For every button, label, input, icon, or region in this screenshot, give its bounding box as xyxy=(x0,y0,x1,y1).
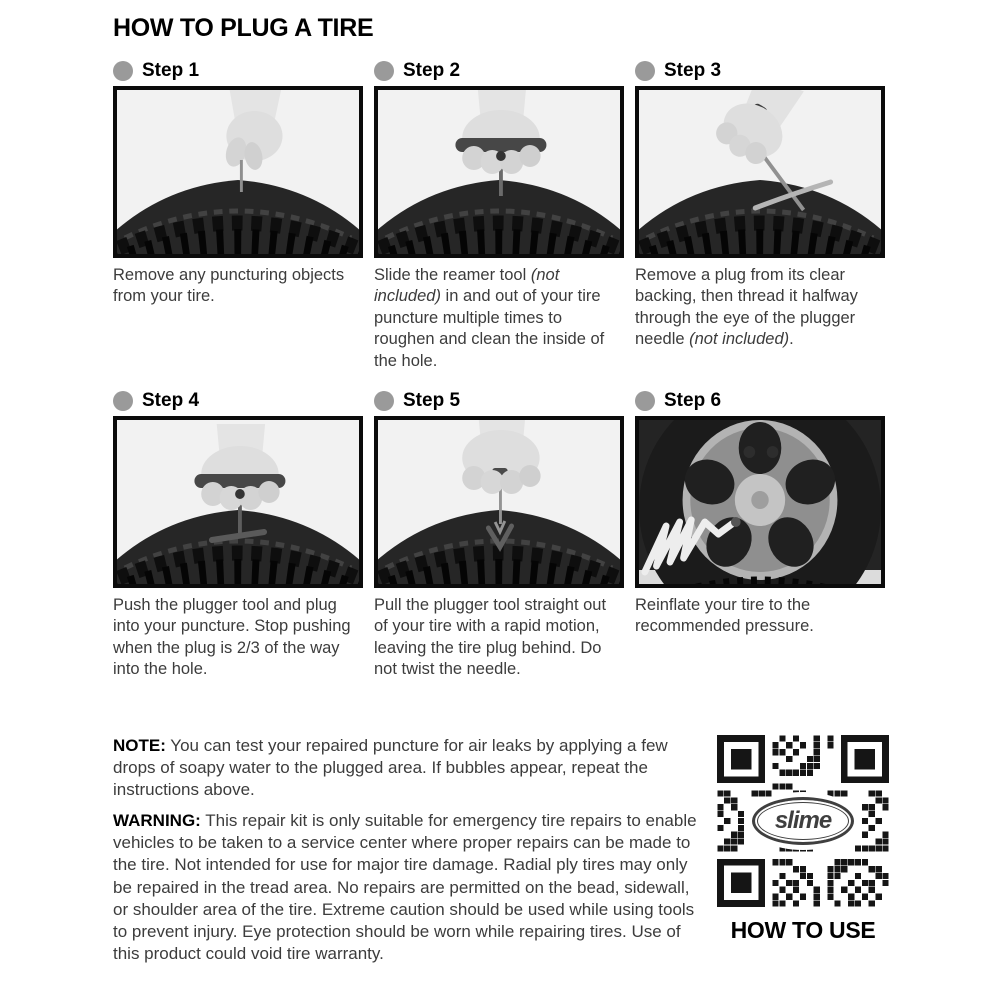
warning-text: This repair kit is only suitable for emergency tire repairs to enable vehicles to be taken to a service center where proper repairs can be made to the tire. Not intended for use for major tire damage. Radial ply tires may only be repaired in the tread area. No repairs are permitted on the bead, sidewall, or shoulder area of the tire. Extreme caution should be used while using tools to prevent injury. Eye protection should be worn while repairing tires. Use of this product could void tire warranty. xyxy=(113,811,697,963)
step-header xyxy=(374,386,624,416)
step-photo-4-push-plugger xyxy=(113,416,363,588)
caption-text: Remove a plug from its clear backing, then thread it halfway through the eye of the plugger needle xyxy=(635,266,858,349)
step-card-6 xyxy=(635,386,885,703)
step-label: Step 1 xyxy=(142,60,200,81)
caption-italic: (not included) xyxy=(689,330,790,349)
step-card-2 xyxy=(374,56,624,386)
step-caption xyxy=(635,595,885,703)
caption-text: Pull the plugger tool straight out of your tire with a rapid motion, leaving the tire plug behind. Do not twist the needle. xyxy=(374,596,607,679)
page-title: HOW TO PLUG A TIRE xyxy=(113,14,374,42)
caption-text: Push the plugger tool and plug into your puncture. Stop pushing when the plug is 2/3 of the way into the hole. xyxy=(113,596,351,679)
notes-column xyxy=(113,735,701,965)
steps-row-2 xyxy=(113,386,890,703)
qr-caption: HOW TO USE xyxy=(730,917,876,943)
warning-label: WARNING: xyxy=(113,811,201,831)
slime-logo-text: slime xyxy=(774,807,832,834)
note-paragraph xyxy=(113,735,701,801)
step-caption xyxy=(113,265,363,386)
caption-text: . xyxy=(789,330,794,349)
step-label: Step 3 xyxy=(664,60,722,81)
step-photo-6-reinflate-wheel xyxy=(635,416,885,588)
step-bullet-icon xyxy=(635,61,655,81)
step-card-3 xyxy=(635,56,885,386)
step-label: Step 2 xyxy=(403,60,461,81)
step-header xyxy=(113,386,363,416)
step-bullet-icon xyxy=(374,61,394,81)
step-card-1 xyxy=(113,56,363,386)
step-label: Step 6 xyxy=(664,390,722,411)
step-caption xyxy=(374,595,624,703)
step-photo-5-pull-plugger xyxy=(374,416,624,588)
step-photo-3-thread-plug xyxy=(635,86,885,258)
step-header xyxy=(635,386,885,416)
step-label: Step 4 xyxy=(142,390,200,411)
caption-text: Slide the reamer tool xyxy=(374,266,531,284)
qr-block xyxy=(717,735,889,965)
warning-paragraph xyxy=(113,810,701,965)
steps-row-1 xyxy=(113,56,890,386)
note-text: You can test your repaired puncture for air leaks by applying a few drops of soapy water to the plugged area. If bubbles appear, repeat the instructions above. xyxy=(113,736,668,800)
step-bullet-icon xyxy=(113,391,133,411)
caption-text: in and out of your tire puncture multiple times to roughen and clean the inside of the hole. xyxy=(374,287,605,370)
step-bullet-icon xyxy=(113,61,133,81)
step-card-5 xyxy=(374,386,624,703)
caption-text: Reinflate your tire to the recommended pressure. xyxy=(635,596,814,636)
step-bullet-icon xyxy=(374,391,394,411)
step-header xyxy=(635,56,885,86)
step-caption xyxy=(113,595,363,703)
step-header xyxy=(113,56,363,86)
step-bullet-icon xyxy=(635,391,655,411)
footer-section xyxy=(113,735,890,965)
step-caption xyxy=(635,265,885,386)
caption-text: Remove any puncturing objects from your tire. xyxy=(113,266,345,306)
qr-code xyxy=(717,735,889,907)
caption-italic: (not included) xyxy=(374,266,560,306)
step-label: Step 5 xyxy=(403,390,461,411)
slime-logo xyxy=(752,797,854,845)
step-header xyxy=(374,56,624,86)
step-caption xyxy=(374,265,624,386)
note-label: NOTE: xyxy=(113,736,166,755)
step-card-4 xyxy=(113,386,363,703)
step-photo-2-reamer-tool xyxy=(374,86,624,258)
step-photo-1-remove-nail xyxy=(113,86,363,258)
